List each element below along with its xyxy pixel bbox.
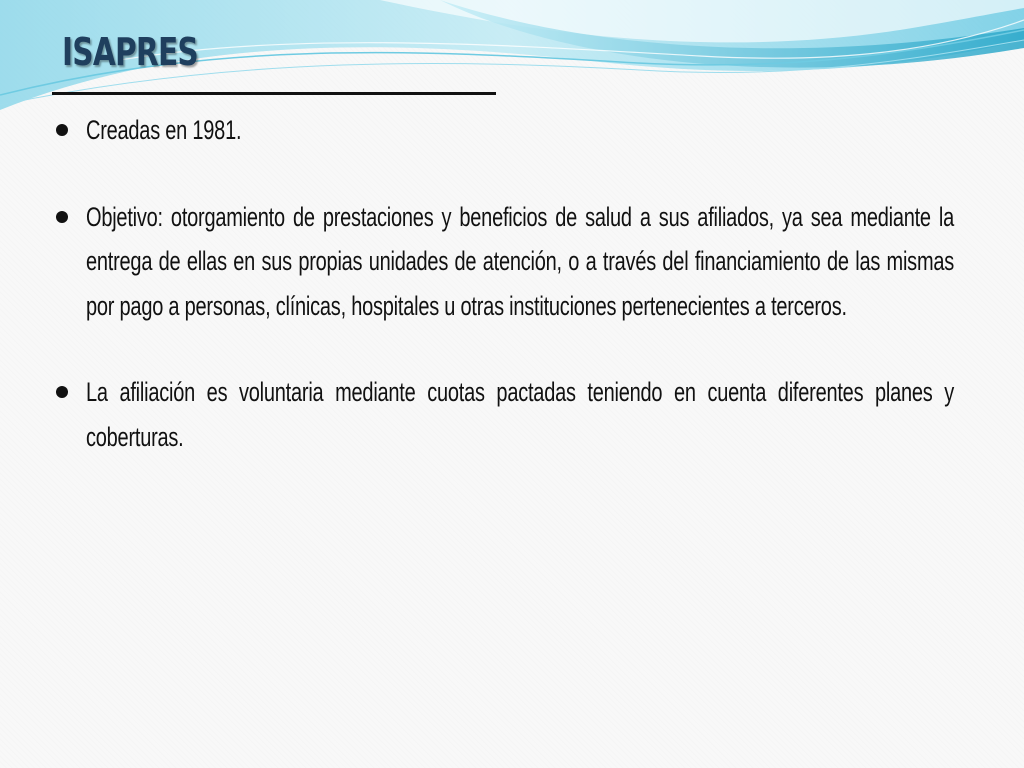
bullet-text: Creadas en 1981.	[86, 115, 242, 145]
bullet-text: La afiliación es voluntaria mediante cuotas pactadas teniendo en cuenta diferentes planes y coberturas.	[86, 377, 955, 452]
bullet-list	[56, 108, 954, 459]
bullet-dot-icon	[56, 386, 68, 398]
bullet-dot-icon	[56, 211, 68, 223]
slide-title: ISAPRES	[62, 30, 199, 74]
bullet-item	[56, 195, 954, 329]
bullet-item	[56, 108, 954, 153]
bullet-item	[56, 370, 954, 459]
bullet-dot-icon	[56, 124, 68, 136]
title-underline	[52, 92, 496, 95]
bullet-text: Objetivo: otorgamiento de prestaciones y beneficios de salud a sus afiliados, ya sea mediante la entrega de ellas en sus propias unidades de atención, o a través del financiamiento de las mismas por pago a personas, clínicas, hospitales u otras instituciones pertenecientes a terceros.	[86, 201, 955, 321]
